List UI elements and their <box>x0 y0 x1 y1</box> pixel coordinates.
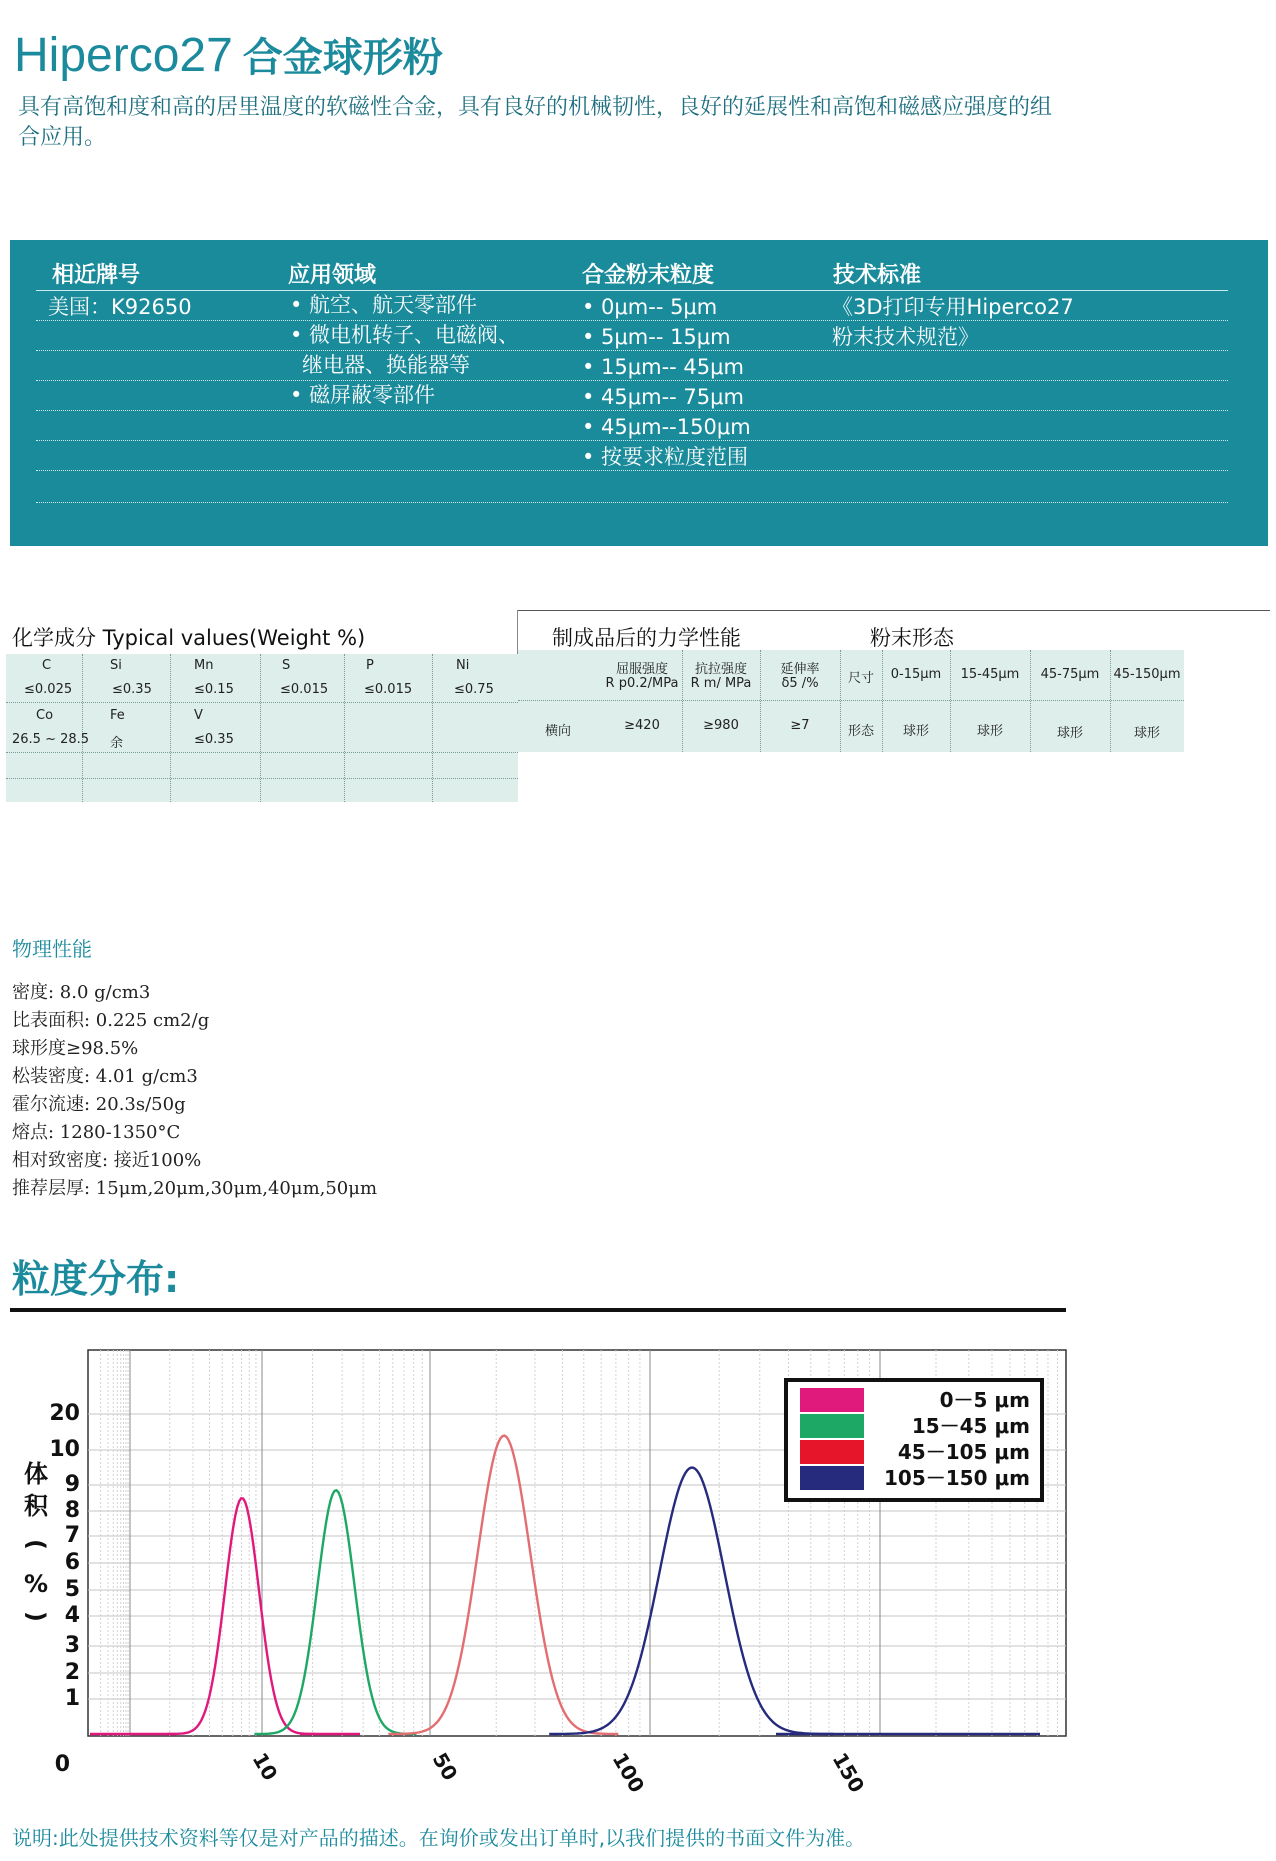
y-axis-label-char: % <box>24 1570 49 1598</box>
y-tick-label: 1 <box>64 1686 80 1711</box>
element-value: ≤0.015 <box>364 682 413 697</box>
size-item: • 15μm-- 45μm <box>582 355 744 379</box>
morph-shape: 球形 <box>1056 726 1083 741</box>
element-value: 26.5 ~ 28.5 <box>12 732 90 747</box>
intro-text: 具有高饱和度和高的居里温度的软磁性合金，具有良好的机械韧性，良好的延展性和高饱和磁感应强度的组合应用。 <box>18 95 1053 150</box>
application-item: 继电器、换能器等 <box>302 353 470 377</box>
size-item: • 45μm--150μm <box>582 415 751 439</box>
table-divider <box>170 654 171 802</box>
y-tick-label: 20 <box>49 1401 80 1426</box>
morph-shape: 球形 <box>902 724 929 739</box>
page-title <box>14 26 443 83</box>
grade-value: 美国：K92650 <box>48 295 192 319</box>
table-divider <box>432 654 433 802</box>
size-item: • 5μm-- 15μm <box>582 325 731 349</box>
header-rule <box>36 290 1228 291</box>
element-name: Si <box>110 658 122 673</box>
morph-shape: 球形 <box>976 724 1003 739</box>
physical-item: 熔点: 1280-1350°C <box>12 1122 181 1143</box>
y-axis-label <box>22 1460 50 1622</box>
element-name: Ni <box>456 658 470 673</box>
element-value: 余 <box>110 736 124 751</box>
y-axis-label-char: ) <box>22 1611 50 1622</box>
footer-note: 说明:此处提供技术资料等仅是对产品的描述。在询价或发出订单时,以我们提供的书面文件为准。 <box>12 1826 866 1850</box>
chem-title: 化学成分 Typical values(Weight %) <box>12 626 366 650</box>
y-axis-label-char: 积 <box>24 1492 48 1520</box>
physical-item: 球形度≥98.5% <box>12 1038 139 1059</box>
chem-table <box>6 654 518 802</box>
application-item: • 微电机转子、电磁阀、 <box>290 323 520 347</box>
title-product: Hiperco27 <box>14 29 233 82</box>
mech-header-tensile-unit: R m/ MPa <box>690 676 752 691</box>
physical-item: 比表面积: 0.225 cm2/g <box>12 1010 210 1031</box>
morph-size: 45-150μm <box>1113 667 1181 682</box>
mech-header-yield: 屈服强度 <box>615 662 668 677</box>
y-tick-label: 5 <box>64 1577 80 1602</box>
x-tick-label: 100 <box>607 1748 650 1797</box>
morph-shape: 球形 <box>1133 726 1160 741</box>
element-value: ≤0.025 <box>24 682 73 697</box>
section-rule <box>518 610 1270 611</box>
overview-band <box>10 240 1268 546</box>
y-tick-label: 3 <box>64 1633 80 1658</box>
y-axis-label-char: 体 <box>24 1460 48 1488</box>
element-name: S <box>282 658 291 673</box>
legend-swatch <box>800 1388 864 1412</box>
application-item: • 航空、航天零部件 <box>290 293 478 317</box>
row-divider <box>36 502 1228 503</box>
morph-size: 45-75μm <box>1040 667 1100 682</box>
header-size: 合金粉末粒度 <box>582 263 715 288</box>
table-divider <box>260 654 261 802</box>
y-tick-label: 10 <box>49 1437 80 1462</box>
physical-item: 密度: 8.0 g/cm3 <box>12 982 151 1003</box>
table-divider <box>518 700 1184 701</box>
legend-label: 45－105 μm <box>897 1440 1030 1464</box>
legend-swatch <box>800 1414 864 1438</box>
legend-swatch <box>800 1466 864 1490</box>
distribution-chart <box>0 1330 1276 1810</box>
y-axis-label-char: ( <box>22 1539 50 1550</box>
mech-header-elongation: 延伸率 <box>780 662 820 677</box>
title-subtitle: 合金球形粉 <box>242 35 443 81</box>
element-value: ≤0.35 <box>112 682 152 697</box>
size-item: • 0μm-- 5μm <box>582 295 718 319</box>
mech-value-yield: ≥420 <box>624 718 660 733</box>
legend-label: 15－45 μm <box>911 1414 1030 1438</box>
element-value: ≤0.35 <box>194 732 234 747</box>
y-ticks <box>49 1401 80 1777</box>
mech-value-elongation: ≥7 <box>790 718 810 733</box>
header-application: 应用领域 <box>288 263 377 288</box>
morph-shape-label: 形态 <box>847 724 874 739</box>
mech-header-yield-unit: R p0.2/MPa <box>605 676 679 691</box>
distribution-rule <box>10 1308 1066 1312</box>
x-tick-label: 150 <box>827 1748 870 1797</box>
size-item: • 45μm-- 75μm <box>582 385 744 409</box>
morph-size-label: 尺寸 <box>847 671 874 686</box>
y-tick-label: 8 <box>64 1498 80 1523</box>
mech-title: 制成品后的力学性能 <box>552 626 741 650</box>
x-ticks <box>248 1749 870 1797</box>
y-tick-label: 9 <box>64 1472 80 1497</box>
element-name: P <box>366 658 374 673</box>
y-tick-label: 2 <box>64 1660 80 1685</box>
physical-title: 物理性能 <box>12 937 92 961</box>
physical-item: 相对致密度: 接近100% <box>12 1150 202 1171</box>
header-standard: 技术标准 <box>833 263 922 288</box>
size-item: • 按要求粒度范围 <box>582 445 749 469</box>
y-tick-label: 7 <box>64 1523 80 1548</box>
header-grade: 相近牌号 <box>52 263 141 288</box>
y-tick-label: 0 <box>54 1752 70 1777</box>
table-divider <box>344 654 345 802</box>
x-tick-label: 10 <box>247 1748 283 1785</box>
morph-title: 粉末形态 <box>870 626 954 650</box>
element-name: Mn <box>194 658 214 673</box>
mech-header-elongation-unit: δ5 /% <box>781 676 819 691</box>
element-name: Fe <box>110 708 125 723</box>
legend-label: 0－5 μm <box>939 1388 1030 1412</box>
element-value: ≤0.75 <box>454 682 494 697</box>
element-value: ≤0.15 <box>194 682 234 697</box>
physical-item: 霍尔流速: 20.3s/50g <box>12 1094 186 1115</box>
morph-size: 15-45μm <box>960 667 1020 682</box>
legend-label: 105－150 μm <box>883 1466 1030 1490</box>
element-value: ≤0.015 <box>280 682 329 697</box>
standard-line: 《3D打印专用Hiperco27 <box>832 295 1074 319</box>
y-tick-label: 4 <box>64 1603 80 1628</box>
element-name: Co <box>36 708 54 723</box>
physical-item: 推荐层厚: 15μm,20μm,30μm,40μm,50μm <box>12 1178 378 1199</box>
table-divider <box>82 654 83 802</box>
legend <box>786 1380 1042 1500</box>
distribution-title: 粒度分布: <box>12 1257 180 1301</box>
mech-table <box>518 650 1184 752</box>
x-tick-label: 50 <box>427 1748 463 1785</box>
physical-item: 松装密度: 4.01 g/cm3 <box>12 1066 198 1087</box>
standard-line: 粉末技术规范》 <box>832 325 979 349</box>
y-tick-label: 6 <box>64 1550 80 1575</box>
application-item: • 磁屏蔽零部件 <box>290 383 436 407</box>
mech-header-tensile: 抗拉强度 <box>694 662 747 677</box>
element-name: C <box>42 658 52 673</box>
element-name: V <box>194 708 203 723</box>
morph-size: 0-15μm <box>890 667 942 682</box>
mech-row-label: 横向 <box>544 724 571 739</box>
mech-value-tensile: ≥980 <box>703 718 739 733</box>
legend-swatch <box>800 1440 864 1464</box>
